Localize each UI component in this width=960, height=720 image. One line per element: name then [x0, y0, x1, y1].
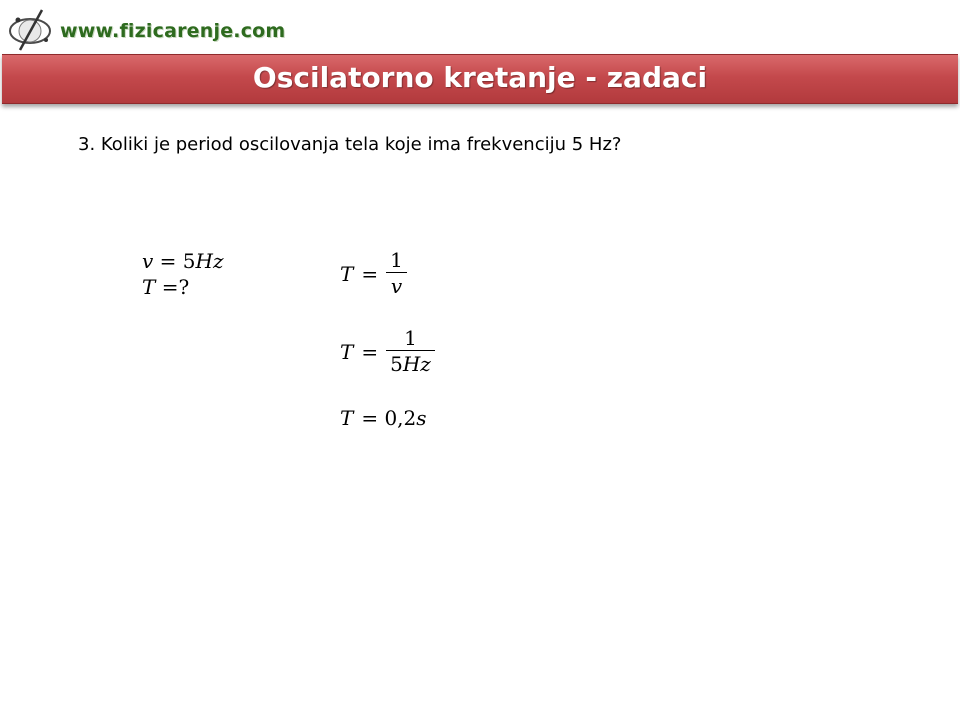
eq3-value: = 0,2	[361, 406, 417, 430]
site-name: www.fizicarenje.com	[60, 20, 286, 42]
result-equation	[340, 406, 427, 430]
eq1-denominator: v	[390, 274, 403, 298]
given-values	[142, 248, 224, 300]
given-period	[142, 274, 224, 300]
site-logo[interactable]	[6, 6, 306, 52]
eq2-equals: =	[361, 339, 379, 364]
period-symbol: T	[142, 275, 156, 299]
title-banner	[2, 54, 958, 104]
formula-equation	[340, 248, 407, 299]
frequency-symbol: v	[142, 249, 154, 273]
substitution-equation	[340, 326, 435, 377]
physics-logo-icon	[6, 6, 58, 52]
eq2-den-value: 5	[390, 352, 403, 376]
eq1-numerator: 1	[390, 248, 403, 272]
page-title: Oscilatorno kretanje - zadaci	[252, 61, 708, 94]
eq3-lhs: T	[340, 406, 354, 430]
eq2-numerator: 1	[404, 326, 417, 350]
problem-question: 3. Koliki je period oscilovanja tela koje ima frekvenciju 5 Hz?	[78, 134, 622, 155]
eq1-fraction	[386, 248, 407, 299]
eq3-unit: s	[416, 406, 427, 430]
eq2-fraction	[386, 326, 435, 377]
eq1-equals: =	[361, 261, 379, 286]
eq2-den-unit: Hz	[402, 352, 431, 376]
period-unknown: =?	[161, 275, 190, 299]
given-frequency	[142, 248, 224, 274]
eq2-lhs: T	[340, 339, 354, 364]
eq1-lhs: T	[340, 261, 354, 286]
eq2-denominator	[386, 351, 435, 377]
frequency-value: = 5	[159, 249, 196, 273]
frequency-unit: Hz	[195, 249, 224, 273]
